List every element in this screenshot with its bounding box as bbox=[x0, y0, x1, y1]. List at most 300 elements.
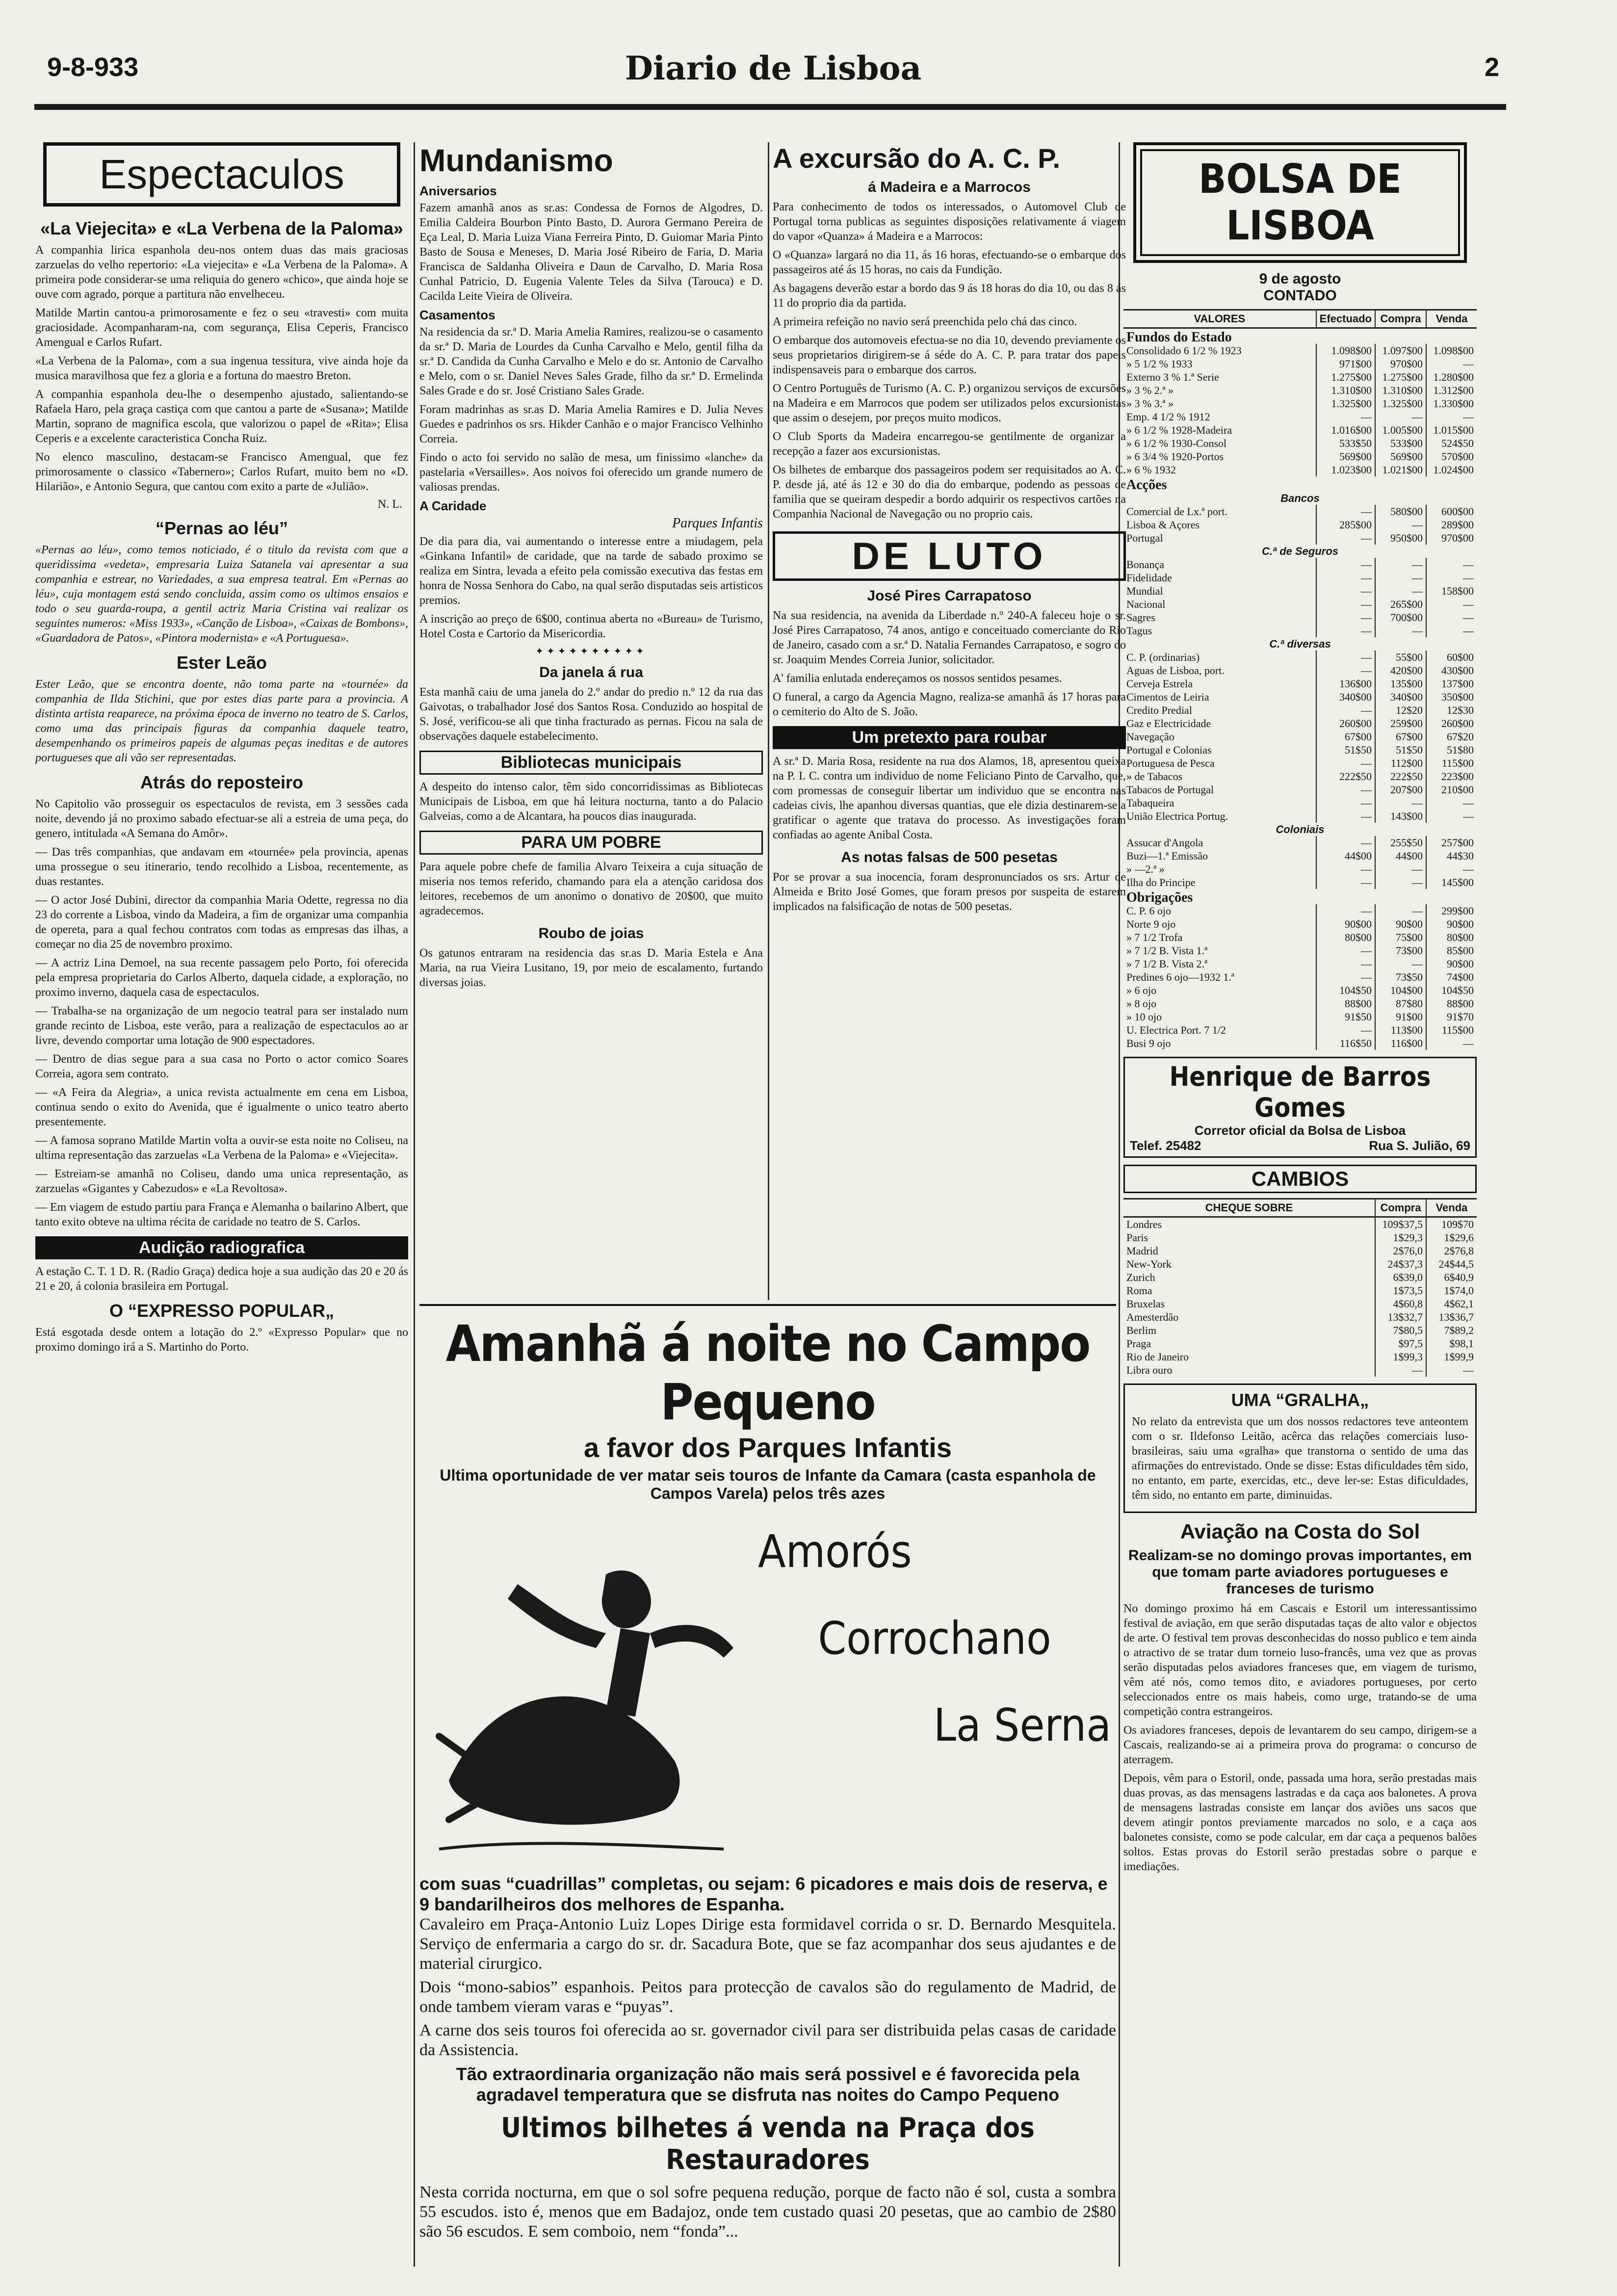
table-row bbox=[1123, 730, 1477, 743]
article-paragraph: — «A Feira da Alegria», a unica revista actualmente em cena em Lisboa, continua sendo o exito do Avenida, que é igualmente o unico teatro aberto presentemente. bbox=[35, 1086, 408, 1128]
article-paragraph: No Capitolio vão prosseguir os espectaculos de revista, em 3 sessões cada noite, devendo já no proximo sabado efectuar-se ali a estreia de uma peça, do genero, intitulada «A Semana do Amôr». bbox=[35, 798, 408, 840]
table-row bbox=[1123, 397, 1477, 410]
section-label: Casamentos bbox=[419, 308, 496, 322]
table-row bbox=[1123, 637, 1477, 651]
rate-cell: 6$39,0 bbox=[1375, 1271, 1426, 1284]
price-cell: 260$00 bbox=[1316, 717, 1375, 730]
article-paragraph: A primeira refeição no navio será preenchida pelo chá das cinco. bbox=[773, 315, 1077, 328]
price-cell: 1.024$00 bbox=[1426, 463, 1477, 476]
price-cell: 145$00 bbox=[1426, 876, 1477, 889]
broker-name: Henrique de Barros Gomes bbox=[1169, 1061, 1431, 1123]
article-paragraph: Por se provar a sua inocencia, foram despronunciados os srs. Artur de Almeida e Brito José Gomes, que foram presos por suspeita de estarem implicados na falsificação de notas de 500 pesetas. bbox=[773, 871, 1126, 913]
bolsa-table bbox=[1123, 309, 1477, 1050]
price-cell: 569$00 bbox=[1375, 450, 1426, 463]
bolsa-rows bbox=[1123, 328, 1477, 1050]
price-cell: — bbox=[1316, 1023, 1375, 1037]
gralha-box bbox=[1123, 1383, 1477, 1513]
price-cell: 350$00 bbox=[1426, 690, 1477, 704]
price-cell: — bbox=[1426, 809, 1477, 823]
cambios-heading: CAMBIOS bbox=[1123, 1165, 1477, 1193]
price-cell: 80$00 bbox=[1426, 931, 1477, 944]
section-label: A Caridade bbox=[419, 498, 487, 513]
security-name: Busi 9 ojo bbox=[1126, 1037, 1171, 1049]
price-cell: 44$00 bbox=[1316, 849, 1375, 862]
article-heading: Audição radiografica bbox=[35, 1236, 408, 1259]
price-cell: 116$50 bbox=[1316, 1037, 1375, 1050]
price-cell: 1.097$00 bbox=[1375, 344, 1426, 357]
price-cell: 112$00 bbox=[1375, 757, 1426, 770]
security-name: U. Electrica Port. 7 1/2 bbox=[1126, 1024, 1226, 1036]
masthead bbox=[47, 49, 1499, 88]
currency-name: Bruxelas bbox=[1126, 1298, 1165, 1310]
price-cell: 524$50 bbox=[1426, 437, 1477, 450]
rate-cell: 24$44,5 bbox=[1426, 1257, 1477, 1271]
price-cell: — bbox=[1316, 944, 1375, 957]
rate-cell: 13$36,7 bbox=[1426, 1310, 1477, 1324]
security-name: » 6 % 1932 bbox=[1126, 464, 1176, 476]
price-cell: 90$00 bbox=[1316, 917, 1375, 931]
price-cell: 299$00 bbox=[1426, 904, 1477, 917]
price-cell: 569$00 bbox=[1316, 450, 1375, 463]
article-heading: «La Viejecita» e «La Verbena de la Paloma» bbox=[40, 218, 403, 238]
price-cell: — bbox=[1316, 558, 1375, 571]
ad-bold-line: Tão extraordinaria organização não mais será possivel e é favorecida pela agradavel temperatura que se disfruta nas noites do Campo Pequeno bbox=[456, 2064, 1080, 2105]
price-cell: — bbox=[1316, 957, 1375, 970]
matador-name: La Serna bbox=[933, 1699, 1111, 1751]
price-cell: — bbox=[1316, 651, 1375, 664]
table-row bbox=[1123, 1350, 1477, 1363]
aviacao-heading: Aviação na Costa do Sol bbox=[1180, 1520, 1420, 1543]
currency-name: Praga bbox=[1126, 1337, 1151, 1350]
price-cell: — bbox=[1316, 862, 1375, 876]
article-paragraph: No domingo proximo há em Cascais e Estoril um interessantissimo festival de aviação, em que serão disputadas taças de alto valor e objectos de arte. O festival tem provas desconhecidas do nosso publico e tem ainda o atractivo de se tratar dum torneio luso-francês, uma vez que as provas serão disputadas pelos aviadores franceses que, em viagem de turismo, vêm até nós, como temos dito, e aviadores portugueses, por certo seleccionados entre os mais habeis, como urge, tratando-se de uma competição contra estrangeiros. bbox=[1123, 1602, 1477, 1718]
table-row bbox=[1123, 531, 1477, 545]
rate-cell: — bbox=[1426, 1363, 1477, 1377]
table-row bbox=[1123, 757, 1477, 770]
article-heading: Bibliotecas municipais bbox=[419, 751, 763, 775]
section-label: Aniversarios bbox=[419, 183, 497, 198]
column-header: Efectuado bbox=[1316, 310, 1375, 328]
price-cell: — bbox=[1316, 783, 1375, 796]
price-cell: — bbox=[1375, 584, 1426, 598]
article-paragraph: Matilde Martin cantou-a primorosamente e fez o seu «travesti» com muita graciosidade. Acompanharam-na, com segurança, Elisa Ceperis, Francisco Amengual e Carlos Rufart. bbox=[35, 307, 408, 349]
bolsa-date: 9 de agosto bbox=[1259, 271, 1341, 287]
price-cell: 113$00 bbox=[1375, 1023, 1426, 1037]
price-cell: 90$00 bbox=[1426, 957, 1477, 970]
column-header: VALORES bbox=[1123, 310, 1316, 328]
security-name: Credito Predial bbox=[1126, 704, 1192, 716]
security-name: Emp. 4 1/2 % 1912 bbox=[1126, 411, 1210, 423]
article-paragraph: «La Verbena de la Paloma», com a sua ingenua tessitura, vive ainda hoje da musica maravilhosa que fez a gloria e a fortuna do maestro Breton. bbox=[35, 355, 408, 382]
price-cell: 44$00 bbox=[1375, 849, 1426, 862]
price-cell: 1.098$00 bbox=[1426, 344, 1477, 357]
article-paragraph: «Pernas ao léu», como temos noticiado, é o titulo da revista com que a queridissima «vedeta», empresaria Luiza Satanela vai apresentar a sua companhia e estrear, no Variedades, a sua empresa teatral. Em «Pernas ao léu», cuja montagem está sendo concluida, assim como os ultimos ensaios e todo o seu guarda-roupa, a gentil actriz Maria Cristina vai realizar os seguintes numeros: «Miss 1933», «Canção de Lisboa», «Caixas de Bombons», «Guardadora de Patos», «Pintora modernista» e «A Portuguesa». bbox=[35, 544, 408, 645]
price-cell: — bbox=[1426, 571, 1477, 584]
currency-name: Roma bbox=[1126, 1284, 1152, 1297]
table-row bbox=[1123, 836, 1477, 849]
table-row bbox=[1123, 1284, 1477, 1297]
ad-paragraph: Cavaleiro em Praça-Antonio Luiz Lopes Dirige esta formidavel corrida o sr. D. Bernardo Mesquitela. Serviço de enfermaria a cargo do sr. dr. Sacadura Bote, que se faz acompanhar dos seus ajudantes e de material cirurgico. bbox=[419, 1915, 1116, 1973]
price-cell: 90$00 bbox=[1426, 917, 1477, 931]
table-row bbox=[1123, 476, 1477, 492]
article-paragraph: O «Quanza» largará no dia 11, ás 16 horas, efectuando-se o embarque dos passageiros até ás 15 horas, no cais da Fundição. bbox=[773, 249, 1126, 276]
security-name: » 3 % 2.ª » bbox=[1126, 384, 1174, 396]
broker-title: Corretor oficial da Bolsa de Lisboa bbox=[1194, 1123, 1406, 1138]
column-header: Compra bbox=[1375, 310, 1426, 328]
currency-name: Londres bbox=[1126, 1218, 1162, 1230]
table-row bbox=[1123, 370, 1477, 384]
article-paragraph: — Em viagem de estudo partiu para França e Alemanha o bailarino Albert, que tanto exito obteve na ultima récita de caridade no teatro de S. Carlos. bbox=[35, 1201, 408, 1228]
price-cell: — bbox=[1316, 757, 1375, 770]
security-name: Gaz e Electricidade bbox=[1126, 717, 1211, 730]
article-paragraph: A sr.ª D. Maria Rosa, residente na rua dos Alamos, 18, apresentou queixa na P. I. C. contra um individuo de nome Feliciano Pinto de Carvalho, que, com promessas de conseguir libertar um individuo que se encontra nas cadeias civis, lhe apanhou diversas quantias, que ele dizia destinarem-se a gratificar o agente que tratava do processo. As investigações foram confiadas ao agente Anibal Costa. bbox=[773, 755, 1126, 841]
article-heading: Roubo de joias bbox=[538, 925, 644, 941]
ad-tickets-line: Ultimos bilhetes á venda na Praça dos Restauradores bbox=[501, 2112, 1035, 2176]
price-cell: 1.310$00 bbox=[1375, 384, 1426, 397]
ad-lead: Ultima oportunidade de ver matar seis touros de Infante da Camara (casta espanhola de Campos Varela) pelos três azes bbox=[440, 1466, 1096, 1502]
article-paragraph: — Das três companhias, que andavam em «tournée» pela provincia, apenas uma prossegue o seu itinerario, tendo recolhido a Lisboa, recentemente, as duas restantes. bbox=[35, 846, 408, 888]
rate-cell: 109$70 bbox=[1426, 1217, 1477, 1231]
table-row bbox=[1123, 584, 1477, 598]
table-row bbox=[1123, 809, 1477, 823]
security-name: Sagres bbox=[1126, 611, 1155, 624]
table-row bbox=[1123, 1244, 1477, 1257]
price-cell: 1.023$00 bbox=[1316, 463, 1375, 476]
security-name: Predines 6 ojo—1932 1.ª bbox=[1126, 971, 1234, 983]
rate-cell: 7$80,5 bbox=[1375, 1324, 1426, 1337]
table-row bbox=[1123, 505, 1477, 518]
matador-name: Amorós bbox=[758, 1525, 912, 1578]
security-name: » 6 3/4 % 1920-Portos bbox=[1126, 450, 1224, 463]
ad-subtitle: a favor dos Parques Infantis bbox=[584, 1432, 952, 1463]
top-rule bbox=[34, 104, 1506, 110]
price-cell: — bbox=[1375, 796, 1426, 809]
bolsa-column bbox=[1123, 142, 1477, 2267]
price-cell: 88$00 bbox=[1426, 997, 1477, 1010]
article-paragraph: — Estreiam-se amanhã no Coliseu, dando uma unica representação, as zarzuelas «Gigantes y Cabezudos» e «La Revoltosa». bbox=[35, 1168, 408, 1195]
security-name: » —2.ª » bbox=[1126, 863, 1165, 875]
security-name: » 10 ojo bbox=[1126, 1011, 1162, 1023]
article-paragraph: Na sua residencia, na avenida da Liberdade n.º 240-A faleceu hoje o sr. José Pires Carrapatoso, 74 anos, antigo e conceituado comerciante do Rio de Janeiro, casado com a sr.ª D. Natalia Fernandes Carrapatoso, e sogro do sr. Joaquim Mendes Correia Junior, solicitador. bbox=[773, 609, 1126, 666]
price-cell: 75$00 bbox=[1375, 931, 1426, 944]
price-cell: 700$00 bbox=[1375, 611, 1426, 624]
price-cell: 1.330$00 bbox=[1426, 397, 1477, 410]
table-row bbox=[1123, 463, 1477, 476]
ad-rule bbox=[419, 1304, 1116, 1306]
security-name: » 7 1/2 B. Vista 2.ª bbox=[1126, 958, 1208, 970]
mundanismo-heading: Mundanismo bbox=[419, 143, 613, 178]
table-row bbox=[1123, 862, 1477, 876]
acp-subheading: á Madeira e a Marrocos bbox=[868, 179, 1031, 195]
security-name: Buzi—1.ª Emissão bbox=[1126, 850, 1208, 862]
price-cell: 87$80 bbox=[1375, 997, 1426, 1010]
security-name: Lisboa & Açores bbox=[1126, 519, 1200, 531]
table-row bbox=[1123, 770, 1477, 783]
currency-name: Rio de Janeiro bbox=[1126, 1351, 1189, 1363]
broker-phone: Telef. 25482 bbox=[1130, 1138, 1201, 1153]
security-name: Externo 3 % 1.ª Serie bbox=[1126, 371, 1219, 383]
price-cell: — bbox=[1316, 505, 1375, 518]
table-row bbox=[1123, 344, 1477, 357]
article-paragraph: A' familia enlutada endereçamos os nossos sentidos pesames. bbox=[773, 672, 1062, 685]
gralha-heading: UMA “GRALHA„ bbox=[1231, 1390, 1369, 1410]
security-name: Aguas de Lisboa, port. bbox=[1126, 664, 1225, 677]
rate-cell: $98,1 bbox=[1426, 1337, 1477, 1350]
table-row bbox=[1123, 796, 1477, 809]
price-cell: 255$50 bbox=[1375, 836, 1426, 849]
table-row bbox=[1123, 1037, 1477, 1050]
table-row bbox=[1123, 518, 1477, 531]
price-cell: 1.312$00 bbox=[1426, 384, 1477, 397]
bullfight-advertisement bbox=[419, 1315, 1116, 2262]
price-cell: — bbox=[1316, 796, 1375, 809]
table-row bbox=[1123, 545, 1477, 558]
table-row bbox=[1123, 492, 1477, 505]
rate-cell: 4$62,1 bbox=[1426, 1297, 1477, 1310]
price-cell: 115$00 bbox=[1426, 1023, 1477, 1037]
price-cell: — bbox=[1316, 704, 1375, 717]
issue-date: 9-8-933 bbox=[47, 52, 139, 82]
price-cell: — bbox=[1316, 904, 1375, 917]
acp-heading: A excursão do A. C. P. bbox=[773, 143, 1061, 174]
price-cell: — bbox=[1426, 862, 1477, 876]
table-row bbox=[1123, 1010, 1477, 1023]
column-header: Venda bbox=[1426, 310, 1477, 328]
rate-cell: 2$76,0 bbox=[1375, 1244, 1426, 1257]
bullfighter-illustration bbox=[419, 1506, 753, 1869]
table-section-label: Fundos do Estado bbox=[1126, 330, 1232, 345]
article-paragraph: A companhia espanhola deu-lhe o desempenho ajustado, salientando-se Rafaela Haro, pela graça castiça com que cantou a parte de «Susana»; Matilde Martin, soprano de magnifica escola, que valorizou o papel de «Rita»; Elisa Ceperis e a excelente caracteristica Concha Ruiz. bbox=[35, 388, 408, 445]
table-row bbox=[1123, 1231, 1477, 1244]
price-cell: 970$00 bbox=[1426, 531, 1477, 545]
article-paragraph: Os aviadores franceses, depois de levantarem do seu campo, dirigem-se a Cascais, realizando-se ai a primeira prova do programa: o concurso de aterragem. bbox=[1123, 1724, 1477, 1766]
price-cell: — bbox=[1426, 598, 1477, 611]
rate-cell: 2$76,8 bbox=[1426, 1244, 1477, 1257]
price-cell: 285$00 bbox=[1316, 518, 1375, 531]
security-name: Portuguesa de Pesca bbox=[1126, 757, 1215, 769]
table-row bbox=[1123, 1324, 1477, 1337]
security-name: Portugal bbox=[1126, 532, 1163, 544]
table-row bbox=[1123, 823, 1477, 836]
ad-bold-line: com suas “cuadrillas” completas, ou sejam: 6 picadores e mais dois de reserva, e 9 bandarilheiros dos melhores de Espanha. bbox=[419, 1874, 1108, 1914]
article-paragraph: A despeito do intenso calor, têm sido concorridissimas as Bibliotecas Municipais de Lisboa, em que há leitura nocturna, tanto a do Palacio Galveias, como a de Alcantara, ha poucos dias inaugurada. bbox=[419, 781, 763, 823]
price-cell: — bbox=[1375, 518, 1426, 531]
price-cell: 67$20 bbox=[1426, 730, 1477, 743]
table-section-label: Obrigações bbox=[1126, 890, 1193, 905]
article-heading: PARA UM POBRE bbox=[419, 831, 763, 855]
article-paragraph: Fazem amanhã anos as sr.as: Condessa de Fornos de Algodres, D. Emilia Caldeira Bourbon Pinto Basto, D. Aurora Germano Pereira de Eça Leal, D. Maria Luiza Viana Ferreira Pinto, D. Guiomar Maria Pinto Basto de Sousa e Meneses, D. Maria José Ribeiro de Faria, D. Maria Francisca de Saldanha Oliveira e Daun de Carvalho, D. Maria Rosa Cunhal Patricio, D. Eugenia Valente Teles da Silva (Tarouca) e D. Cacilda Leite Vieira de Oliveira. bbox=[419, 202, 763, 303]
article-paragraph: — Trabalha-se na organização de um negocio teatral para ser instalado num grande recinto de Lisboa, este verão, para a realização de espectaculos ao ar livre, devendo comportar uma lotação de 900 espectadores. bbox=[35, 1005, 408, 1047]
price-cell: — bbox=[1316, 970, 1375, 984]
ad-paragraph: A carne dos seis touros foi oferecida ao sr. governador civil para ser distribuida pelas casas de caridade da Assistencia. bbox=[419, 2021, 1116, 2059]
price-cell: 533$00 bbox=[1375, 437, 1426, 450]
price-cell: 600$00 bbox=[1426, 505, 1477, 518]
price-cell: 570$00 bbox=[1426, 450, 1477, 463]
price-cell: 260$00 bbox=[1426, 717, 1477, 730]
security-name: Tabacos de Portugal bbox=[1126, 783, 1214, 796]
article-paragraph: Os gatunos entraram na residencia das sr.as D. Maria Estela e Ana Maria, na rua Vieira Lusitano, 19, por meio de escalamento, furtando diversas joias. bbox=[419, 947, 763, 989]
table-row bbox=[1123, 437, 1477, 450]
acp-column bbox=[773, 142, 1126, 1300]
article-heading: Ester Leão bbox=[176, 652, 267, 673]
article-paragraph: O Centro Português de Turismo (A. C. P.) organizou serviços de excursões na Madeira e em Marrocos que podem ser utilizados pelos excursionistas que assim o desejem, por preços muito modicos. bbox=[773, 382, 1126, 424]
table-row bbox=[1123, 611, 1477, 624]
rate-cell: 13$32,7 bbox=[1375, 1310, 1426, 1324]
price-cell: — bbox=[1426, 796, 1477, 809]
price-cell: — bbox=[1375, 957, 1426, 970]
security-name: Nacional bbox=[1126, 598, 1166, 610]
security-name: União Electrica Portug. bbox=[1126, 810, 1228, 822]
rate-cell: 1$99,3 bbox=[1375, 1350, 1426, 1363]
price-cell: — bbox=[1316, 664, 1375, 677]
security-name: » de Tabacos bbox=[1126, 770, 1183, 783]
price-cell: — bbox=[1316, 531, 1375, 545]
price-cell: 135$00 bbox=[1375, 677, 1426, 690]
article-paragraph: No relato da entrevista que um dos nossos redactores teve anteontem com o sr. Ildefonso Leitão, acêrca das relações comerciais luso-brasileiras, saiu uma «gralha» que transtorna o sentido de uma das afirmações do entrevistado. Onde se disse: Estas dificuldades têm sido, no entanto, em parte, exercidas, etc., deve ler-se: Estas dificuldades, têm sido, no entanto em parte, diminuidas. bbox=[1132, 1415, 1468, 1502]
price-cell: 340$00 bbox=[1375, 690, 1426, 704]
table-row bbox=[1123, 558, 1477, 571]
column-header: CHEQUE SOBRE bbox=[1123, 1199, 1375, 1217]
price-cell: 1.280$00 bbox=[1426, 370, 1477, 384]
newspaper-title: Diario de Lisboa bbox=[625, 49, 922, 87]
price-cell: 1.021$00 bbox=[1375, 463, 1426, 476]
price-cell: — bbox=[1426, 410, 1477, 423]
security-name: » 5 1/2 % 1933 bbox=[1126, 358, 1193, 370]
price-cell: 430$00 bbox=[1426, 664, 1477, 677]
price-cell: 533$50 bbox=[1316, 437, 1375, 450]
article-heading: O “EXPRESSO POPULAR„ bbox=[109, 1301, 335, 1321]
article-paragraph: Os bilhetes de embarque dos passageiros podem ser requisitados ao A. C. P. desde já, até ás 12 e 30 do dia do embarque, podendo as pessoas de familia que se queiram despedir a bordo adquirir os respectivos cartões na Companhia Nacional de Navegação ou no proprio cais. bbox=[773, 464, 1126, 521]
price-cell: 51$50 bbox=[1375, 743, 1426, 757]
article-paragraph: As bagagens deverão estar a bordo das 9 ás 18 horas do dia 10, ou das 8 ás 11 do proprio dia da partida. bbox=[773, 282, 1126, 310]
ad-paragraph: Nesta corrida nocturna, em que o sol sofre pequena redução, porque de facto não é sol, custa a sombra 55 escudos. isto é, menos que em Badajoz, onde tem custado quasi 20 pesetas, que ao cambio de 2$80 são 56 escudos. E sem comboio, nem “fonda”... bbox=[419, 2183, 1116, 2241]
price-cell: — bbox=[1426, 611, 1477, 624]
table-group-label: C.ª de Seguros bbox=[1261, 545, 1339, 557]
price-cell: 340$00 bbox=[1316, 690, 1375, 704]
price-cell: 1.098$00 bbox=[1316, 344, 1375, 357]
price-cell: 73$00 bbox=[1375, 944, 1426, 957]
price-cell: 80$00 bbox=[1316, 931, 1375, 944]
price-cell: 51$50 bbox=[1316, 743, 1375, 757]
table-row bbox=[1123, 876, 1477, 889]
price-cell: 222$50 bbox=[1316, 770, 1375, 783]
rate-cell: — bbox=[1375, 1363, 1426, 1377]
price-cell: 289$00 bbox=[1426, 518, 1477, 531]
article-paragraph: Na residencia da sr.ª D. Maria Amelia Ramires, realizou-se o casamento da sr.ª D. Maria de Lourdes da Cunha Carvalho e Melo, gentil filha da sr.ª D. Candida da Cunha Carvalho e Melo e do sr. Antonio de Carvalho e Melo, com o sr. Daniel Neves Sales Grade, filho da sr.ª D. Ermelinda Sales Grade e do sr. José Cristiano Sales Grade. bbox=[419, 326, 763, 397]
price-cell: 55$00 bbox=[1375, 651, 1426, 664]
article-heading: As notas falsas de 500 pesetas bbox=[841, 849, 1058, 865]
bolsa-mode: CONTADO bbox=[1263, 287, 1337, 304]
price-cell: 91$50 bbox=[1316, 1010, 1375, 1023]
espectaculos-column bbox=[35, 142, 408, 2267]
article-paragraph: No elenco masculino, destacam-se Francisco Amengual, que fez primorosamente o classico «Tabernero»; Carlos Rufart, muito bem no «D. Hilarião», e Antonio Segura, que cantou com exito a parte de «Julião». bbox=[35, 451, 408, 493]
currency-name: New-York bbox=[1126, 1258, 1172, 1270]
price-cell: 158$00 bbox=[1426, 584, 1477, 598]
article-paragraph: De dia para dia, vai aumentando o interesse entre a miudagem, pela «Ginkana Infantil» de caridade, que na tarde de sabado proximo se realiza em Sintra, levada a efeito pela comissão executiva das festas em honra de Nossa Senhora do Cabo, na qual serão disputadas seis artisticos premios. bbox=[419, 535, 763, 607]
price-cell: — bbox=[1426, 624, 1477, 637]
column-header: Venda bbox=[1426, 1199, 1477, 1217]
table-row bbox=[1123, 677, 1477, 690]
rate-cell: 4$60,8 bbox=[1375, 1297, 1426, 1310]
price-cell: — bbox=[1426, 357, 1477, 370]
price-cell: 88$00 bbox=[1316, 997, 1375, 1010]
security-name: Mundial bbox=[1126, 585, 1163, 597]
price-cell: — bbox=[1316, 410, 1375, 423]
table-row bbox=[1123, 984, 1477, 997]
security-name: » 6 ojo bbox=[1126, 984, 1157, 996]
price-cell: 67$00 bbox=[1316, 730, 1375, 743]
article-heading: “Pernas ao léu” bbox=[155, 518, 288, 538]
price-cell: 67$00 bbox=[1375, 730, 1426, 743]
article-paragraph: A companhia lirica espanhola deu-nos ontem duas das mais graciosas zarzuelas do velho repertorio: «La viejecita» e «La Verbena de la Paloma». A primeira pode considerar-se uma reliquia do genero «chico», que ainda hoje se ouve com agrado, porque a partitura não envelheceu. bbox=[35, 244, 408, 301]
article-paragraph: A inscrição ao preço de 6$00, continua aberta no «Bureau» de Turismo, Hotel Costa e Cartorio da Misericordia. bbox=[419, 613, 763, 640]
price-cell: 223$00 bbox=[1426, 770, 1477, 783]
column-divider bbox=[414, 142, 415, 2267]
article-paragraph: — O actor José Dubini, director da companhia Maria Odette, regressa no dia 23 do corrente a Lisboa, vindo da Madeira, a fim de organizar uma companhia de opereta, para a qual fechou contratos com todas as empresas das ilhas, a começar no dia 25 de novembro proximo. bbox=[35, 894, 408, 951]
price-cell: 1.275$00 bbox=[1316, 370, 1375, 384]
table-row bbox=[1123, 970, 1477, 984]
bolsa-masthead bbox=[1133, 142, 1467, 263]
table-row bbox=[1123, 931, 1477, 944]
price-cell: 104$50 bbox=[1426, 984, 1477, 997]
rate-cell: 7$89,2 bbox=[1426, 1324, 1477, 1337]
price-cell: 1.325$00 bbox=[1316, 397, 1375, 410]
price-cell: 91$00 bbox=[1375, 1010, 1426, 1023]
table-group-label: Coloniais bbox=[1276, 823, 1325, 835]
price-cell: 12$30 bbox=[1426, 704, 1477, 717]
security-name: » 7 1/2 Trofa bbox=[1126, 931, 1183, 943]
table-row bbox=[1123, 917, 1477, 931]
currency-name: Zurich bbox=[1126, 1271, 1155, 1283]
bolsa-title: BOLSA DE LISBOA bbox=[1140, 149, 1460, 256]
table-row bbox=[1123, 690, 1477, 704]
table-row bbox=[1123, 889, 1477, 904]
article-paragraph: Foram madrinhas as sr.as D. Maria Amelia Ramires e D. Julia Neves Guedes e padrinhos os srs. Hikder Canhão e o major Francisco Velhinho Correia. bbox=[419, 403, 763, 445]
price-cell: 1.325$00 bbox=[1375, 397, 1426, 410]
price-cell: 1.275$00 bbox=[1375, 370, 1426, 384]
security-name: Cerveja Estrela bbox=[1126, 678, 1193, 690]
article-paragraph: Ester Leão, que se encontra doente, não toma parte na «tournée» da companhia de Ilda Stichini, que por estes dias parte para a provincia. A distinta artista reaparece, na próxima época de inverno no teatro de S. Carlos, como uma das principais figuras da companhia daquele teatro, desempenhando os primeiros papeis de algumas peças ineditas e de autores portugueses que ali vão ser representadas. bbox=[35, 678, 408, 764]
rate-cell: 24$37,3 bbox=[1375, 1257, 1426, 1271]
security-name: » 6 1/2 % 1930-Consol bbox=[1126, 437, 1227, 449]
article-paragraph: O embarque dos automoveis efectua-se no dia 10, devendo previamente os seus proprietarios dirigirem-se á séde do A. C. P. para tratar dos papeis indispensaveis para o embarque dos carros. bbox=[773, 334, 1126, 376]
cambios-table bbox=[1123, 1198, 1477, 1377]
security-name: Ilha do Principe bbox=[1126, 876, 1196, 888]
table-section-label: Acções bbox=[1126, 477, 1167, 493]
price-cell: — bbox=[1316, 571, 1375, 584]
currency-name: Berlim bbox=[1126, 1324, 1157, 1336]
price-cell: 73$50 bbox=[1375, 970, 1426, 984]
table-row bbox=[1123, 450, 1477, 463]
price-cell: 104$50 bbox=[1316, 984, 1375, 997]
article-paragraph: Esta manhã caiu de uma janela do 2.º andar do predio n.º 12 da rua das Gaivotas, o trabalhador José dos Santos Rosa. Conduzido ao hospital de S. José, verificou-se ali que tinha fracturado as pernas. Ficou na sala de observações daquele estabelecimento. bbox=[419, 686, 763, 743]
price-cell: 580$00 bbox=[1375, 505, 1426, 518]
table-row bbox=[1123, 423, 1477, 437]
broker-contact bbox=[1130, 1138, 1470, 1153]
security-name: Navegação bbox=[1126, 731, 1174, 743]
security-name: Comercial de Lx.ª port. bbox=[1126, 505, 1227, 518]
security-name: » 3 % 3.ª » bbox=[1126, 397, 1174, 410]
security-name: Assucar d'Angola bbox=[1126, 836, 1203, 849]
table-row bbox=[1123, 717, 1477, 730]
price-cell: 970$00 bbox=[1375, 357, 1426, 370]
price-cell: 137$00 bbox=[1426, 677, 1477, 690]
price-cell: 257$00 bbox=[1426, 836, 1477, 849]
article-paragraph: O funeral, a cargo da Agencia Magno, realiza-se amanhã ás 17 horas para o cemiterio do Alto de S. João. bbox=[773, 691, 1126, 718]
price-cell: — bbox=[1316, 584, 1375, 598]
rate-cell: 109$37,5 bbox=[1375, 1217, 1426, 1231]
price-cell: 51$80 bbox=[1426, 743, 1477, 757]
